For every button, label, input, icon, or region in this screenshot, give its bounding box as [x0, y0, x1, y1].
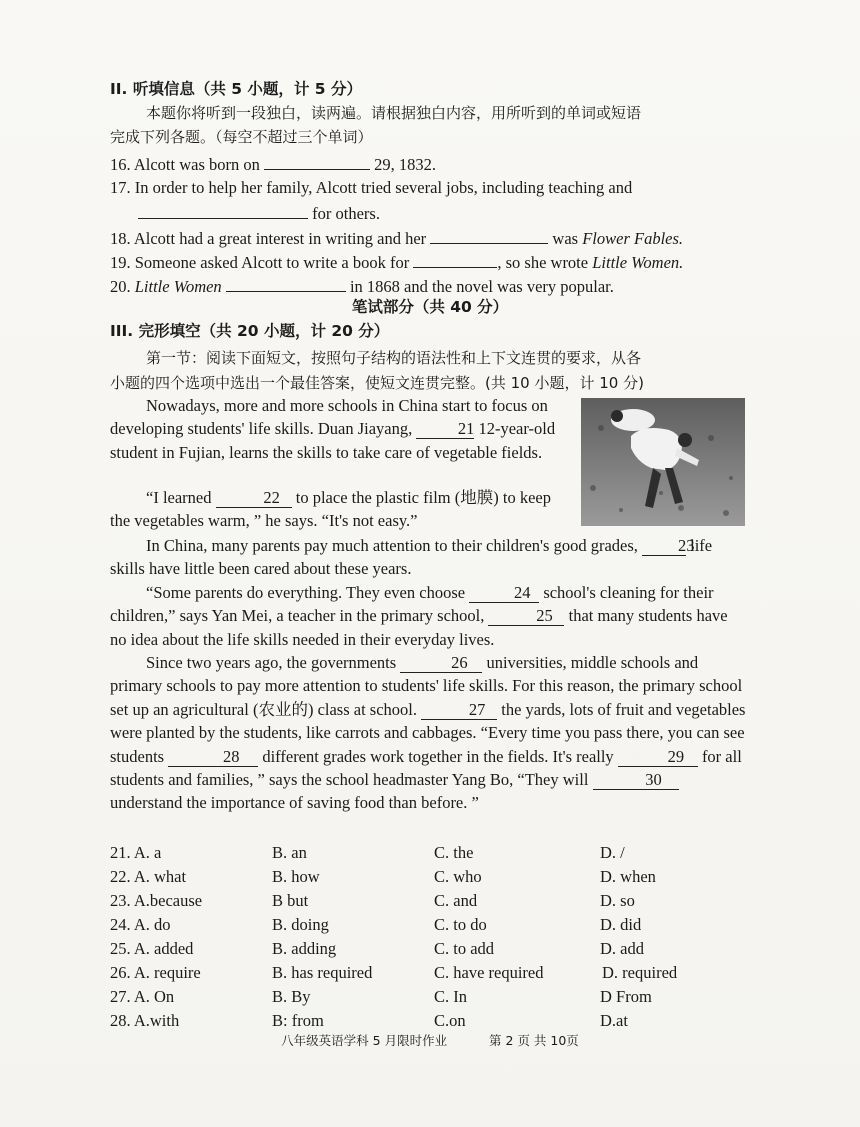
- options-row-27: [110, 987, 750, 1011]
- blank-25[interactable]: 25: [488, 607, 564, 626]
- option-a[interactable]: 25. A. added: [110, 939, 194, 958]
- q18-title: Flower Fables.: [582, 229, 684, 248]
- option-c[interactable]: C. In: [434, 987, 467, 1006]
- q20-num: 20.: [110, 277, 131, 296]
- option-c[interactable]: C. to add: [434, 939, 495, 958]
- q18-text: 18. Alcott had a great interest in writing and her: [110, 229, 427, 248]
- option-d[interactable]: D. did: [600, 915, 642, 934]
- option-c[interactable]: C. have required: [434, 963, 544, 982]
- option-a[interactable]: 26. A. require: [110, 963, 201, 982]
- option-a[interactable]: 24. A. do: [110, 915, 171, 934]
- q19-text-mid: , so she wrote: [497, 253, 589, 272]
- passage-paragraph-3: [110, 534, 746, 581]
- students-farming-photo: [581, 398, 745, 526]
- q18-blank[interactable]: [430, 225, 548, 244]
- page-footer: [0, 1031, 860, 1049]
- option-c[interactable]: C. the: [434, 843, 474, 862]
- footer-exam-title: 八年级英语学科 5 月限时作业: [281, 1033, 448, 1048]
- option-b[interactable]: B. By: [272, 987, 311, 1006]
- option-d[interactable]: D. add: [600, 939, 644, 958]
- option-a[interactable]: 21. A. a: [110, 843, 162, 862]
- option-b[interactable]: B. has required: [272, 963, 373, 982]
- section-3-instruction-2: 小题的四个选项中选出一个最佳答案，使短文连贯完整。(共 10 小题，计 10 分): [110, 374, 644, 392]
- options-row-23: [110, 891, 750, 915]
- passage-text: “Some parents do everything. They even choose: [146, 583, 466, 602]
- q19-blank[interactable]: [413, 249, 497, 268]
- blank-26[interactable]: 26: [400, 654, 482, 673]
- passage-paragraph-2: [110, 486, 568, 533]
- option-d[interactable]: D. required: [602, 963, 678, 982]
- q16-text: 16. Alcott was born on: [110, 155, 260, 174]
- passage-text: different grades work together in the fields. It's really: [262, 746, 614, 766]
- option-a[interactable]: 27. A. On: [110, 987, 175, 1006]
- blank-22[interactable]: 22: [216, 489, 292, 508]
- section-3-instruction-1: 第一节：阅读下面短文，按照句子结构的语法性和上下文连贯的要求，从各: [146, 349, 642, 367]
- footer-page-number: 第 2 页 共 10页: [489, 1033, 579, 1048]
- option-b[interactable]: B: from: [272, 1011, 324, 1030]
- section-3-heading: III. 完形填空（共 20 小题，计 20 分）: [110, 322, 390, 340]
- option-c[interactable]: C.on: [434, 1011, 466, 1030]
- question-17-cont: [138, 200, 380, 225]
- option-d[interactable]: D. so: [600, 891, 635, 910]
- passage-paragraph-5: [110, 651, 746, 815]
- passage-text: to place the plastic film (地膜) to keep the vegetables warm, ” he says. “It's not easy.”: [110, 488, 551, 531]
- option-b[interactable]: B but: [272, 891, 309, 910]
- section-2-instruction-1: 本题你将听到一段独白，读两遍。请根据独白内容，用所听到的单词或短语: [146, 104, 642, 122]
- option-c[interactable]: C. to do: [434, 915, 487, 934]
- q20-blank[interactable]: [226, 273, 346, 292]
- option-d[interactable]: D.at: [600, 1011, 628, 1030]
- passage-text: Nowadays, more and more schools in China start to focus on developing students' life skills. Duan Jiayang,: [110, 396, 548, 439]
- option-a[interactable]: 23. A.because: [110, 891, 203, 910]
- q18-text-mid: was: [552, 229, 579, 248]
- option-c[interactable]: C. and: [434, 891, 478, 910]
- section-2-heading: II. 听填信息（共 5 小题，计 5 分）: [110, 80, 362, 98]
- q20-title: Little Women: [134, 277, 222, 296]
- section-2-instruction-2: 完成下列各题。（每空不超过三个单词）: [110, 128, 373, 146]
- passage-text: In China, many parents pay much attention to their children's good grades,: [146, 536, 638, 555]
- question-19: [110, 249, 683, 274]
- passage-text: school's cleaning for their children,” says Yan Mei, a teacher in the primary school,: [110, 583, 714, 626]
- question-17: [110, 177, 632, 199]
- passage-text: 12-year-old student in Fujian, learns the skills to take care of vegetable fields.: [110, 419, 556, 462]
- passage-text: Since two years ago, the governments: [146, 653, 397, 672]
- blank-24[interactable]: 24: [469, 584, 539, 603]
- q17-text: 17. In order to help her family, Alcott tried several jobs, including teaching and: [110, 178, 633, 197]
- options-row-21: [110, 843, 750, 867]
- option-b[interactable]: B. adding: [272, 939, 337, 958]
- options-row-25: [110, 939, 750, 963]
- option-c[interactable]: C. who: [434, 867, 482, 886]
- passage-paragraph-1: [110, 394, 568, 464]
- passage-text: for all students and families, ” says the school headmaster Yang Bo, “They will: [110, 746, 742, 790]
- written-part-title: 笔试部分（共 40 分）: [351, 298, 509, 316]
- q16-text-end: 29, 1832.: [374, 155, 436, 174]
- blank-30[interactable]: 30: [593, 771, 679, 790]
- question-20: [110, 273, 614, 298]
- blank-27[interactable]: 27: [421, 701, 497, 720]
- passage-text: “I learned: [146, 488, 212, 507]
- q19-text: 19. Someone asked Alcott to write a book for: [110, 253, 410, 272]
- q16-blank[interactable]: [264, 151, 370, 170]
- blank-23[interactable]: 23: [642, 537, 686, 556]
- passage-text: understand the importance of saving food than before. ”: [110, 793, 479, 813]
- option-a[interactable]: 28. A.with: [110, 1011, 180, 1030]
- blank-29[interactable]: 29: [618, 748, 698, 767]
- option-b[interactable]: B. how: [272, 867, 320, 886]
- option-b[interactable]: B. doing: [272, 915, 329, 934]
- passage-text: universities, middle schools and primary schools to pay more attention to students' life skills. For this reason, the primary school set up an agricultural (农业的) class at school.: [110, 653, 743, 719]
- options-row-22: [110, 867, 750, 891]
- passage-text: the yards, lots of fruit and vegetables were planted by the students, like carrots and cabbages. “Every time you pass there, you can see students: [110, 699, 746, 766]
- blank-21[interactable]: 21: [416, 420, 474, 439]
- blank-28[interactable]: 28: [168, 748, 258, 767]
- passage-text: that many students have no idea about the life skills needed in their everyday lives.: [110, 606, 728, 649]
- options-row-24: [110, 915, 750, 939]
- options-row-26: [110, 963, 750, 987]
- q17-text-end: for others.: [312, 204, 380, 223]
- passage-text: life skills have little been cared about these years.: [110, 536, 713, 579]
- q20-text: in 1868 and the novel was very popular.: [349, 277, 614, 296]
- option-d[interactable]: D From: [600, 987, 652, 1006]
- option-d[interactable]: D. when: [600, 867, 656, 886]
- question-16: [110, 151, 436, 176]
- question-18: [110, 225, 683, 250]
- passage-paragraph-4: [110, 581, 746, 651]
- option-d[interactable]: D. /: [600, 843, 625, 862]
- option-a[interactable]: 22. A. what: [110, 867, 187, 886]
- q19-title: Little Women.: [592, 253, 684, 272]
- option-b[interactable]: B. an: [272, 843, 307, 862]
- q17-blank[interactable]: [138, 200, 308, 219]
